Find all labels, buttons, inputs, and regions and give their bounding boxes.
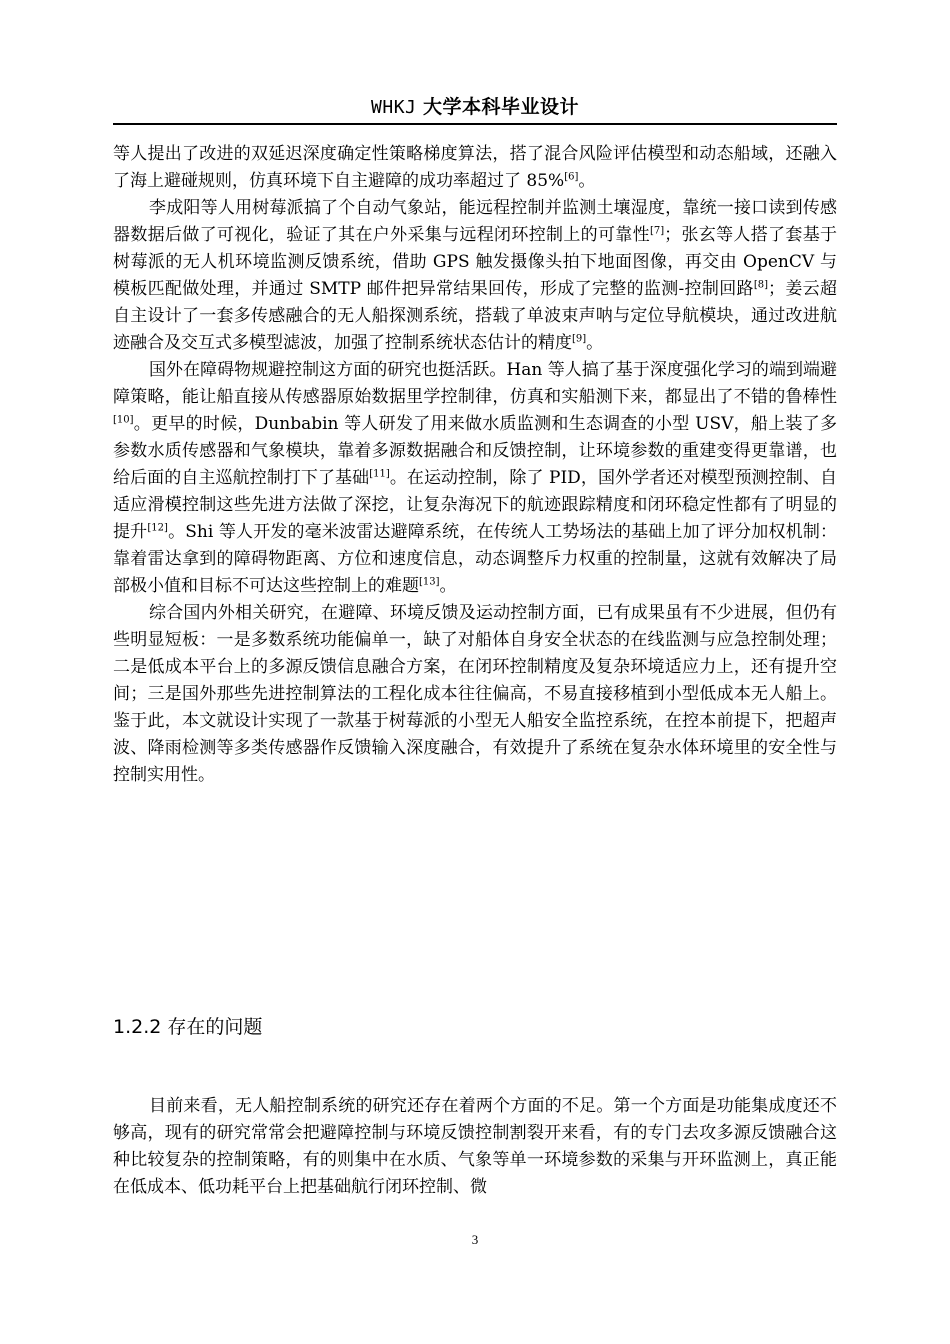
paragraph-text: 李成阳等人用树莓派搞了个自动气象站，能远程控制并监测土壤湿度，靠统一接口读到传感器数据后做了可视化，验证了其在户外采集与远程闭环控制上的可靠性 xyxy=(113,198,837,245)
body-paragraph xyxy=(113,1093,837,1201)
paragraph-text: ；姜云超自主设计了一套多传感融合的无人船探测系统，搭载了单波束声呐与定位导航模块，通过改进航迹融合及交互式多模型滤波，加强了控制系统状态估计的精度 xyxy=(113,279,838,353)
body-paragraph xyxy=(113,195,837,357)
citation-ref: [9] xyxy=(572,333,587,345)
section-heading: 1.2.2 存在的问题 xyxy=(113,1016,263,1038)
header-divider xyxy=(113,123,837,125)
citation-ref: [12] xyxy=(147,522,168,534)
header-org: WHKJ xyxy=(371,97,417,118)
paragraph-text: 等人提出了改进的双延迟深度确定性策略梯度算法，搭了混合风险评估模型和动态船域，还融入了海上避碰规则，仿真环境下自主避障的成功率超过了 85% xyxy=(113,144,837,191)
citation-ref: [10] xyxy=(113,414,134,426)
body-paragraph xyxy=(113,357,837,600)
citation-ref: [7] xyxy=(649,225,665,237)
paragraph-text: 综合国内外相关研究，在避障、环境反馈及运动控制方面，已有成果虽有不少进展，但仍有些明显短板：一是多数系统功能偏单一，缺了对船体自身安全状态的在线监测与应急控制处理；二是低成本平台上的多源反馈信息融合方案，在闭环控制精度及复杂环境适应力上，还有提升空间；三是国外那些先进控制算法的工程化成本往往偏高，不易直接移植到小型低成本无人船上。鉴于此，本文就设计实现了一款基于树莓派的小型无人船安全监控系统，在控本前提下，把超声波、降雨检测等多类传感器作反馈输入深度融合，有效提升了系统在复杂水体环境里的安全性与控制实用性。 xyxy=(113,603,837,785)
paragraph-text: 。 xyxy=(586,333,604,353)
body-text-top xyxy=(113,141,837,789)
page-header xyxy=(113,93,837,122)
paragraph-text: 。更早的时候，Dunbabin 等人研发了用来做水质监测和生态调查的小型 USV，船上装了多参数水质传感器和气象模块，靠着多源数据融合和反馈控制，让环境参数的重建变得更靠谱，也给后面的自主巡航控制打下了基础 xyxy=(113,414,837,488)
page-number: 3 xyxy=(471,1232,479,1247)
citation-ref: [13] xyxy=(419,576,440,588)
paragraph-text: 。 xyxy=(439,576,457,596)
body-paragraph xyxy=(113,141,837,195)
paragraph-text: 国外在障碍物规避控制这方面的研究也挺活跃。Han 等人搞了基于深度强化学习的端到端避障策略，能让船直接从传感器原始数据里学控制律，仿真和实船测下来，都显出了不错的鲁棒性 xyxy=(113,360,837,407)
citation-ref: [8] xyxy=(753,279,769,291)
paragraph-text: 。在运动控制，除了 PID，国外学者还对模型预测控制、自适应滑模控制这些先进方法做了深挖，让复杂海况下的航迹跟踪精度和闭环稳定性都有了明显的提升 xyxy=(113,468,838,542)
citation-ref: [6] xyxy=(564,171,579,183)
body-text-bottom xyxy=(113,1093,837,1201)
paragraph-text: 。 xyxy=(578,171,596,191)
paragraph-text: ；张玄等人搭了套基于树莓派的无人机环境监测反馈系统，借助 GPS 触发摄像头拍下地面图像，再交由 OpenCV 与模板匹配做处理，并通过 SMTP 邮件把异常结果回传，形成了完整的监测-控制回路 xyxy=(113,225,838,299)
paragraph-text: 。Shi 等人开发的毫米波雷达避障系统，在传统人工势场法的基础上加了评分加权机制：靠着雷达拿到的障碍物距离、方位和速度信息，动态调整斥力权重的控制量，这就有效解决了局部极小值和目标不可达这些控制上的难题 xyxy=(113,522,838,596)
paragraph-text: 目前来看，无人船控制系统的研究还存在着两个方面的不足。第一个方面是功能集成度还不够高，现有的研究常常会把避障控制与环境反馈控制割裂开来看，有的专门去攻多源反馈融合这种比较复杂的控制策略，有的则集中在水质、气象等单一环境参数的采集与开环监测上，真正能在低成本、低功耗平台上把基础航行闭环控制、微 xyxy=(113,1096,837,1197)
citation-ref: [11] xyxy=(369,468,390,480)
body-paragraph xyxy=(113,600,837,789)
header-title: 大学本科毕业设计 xyxy=(422,96,579,118)
